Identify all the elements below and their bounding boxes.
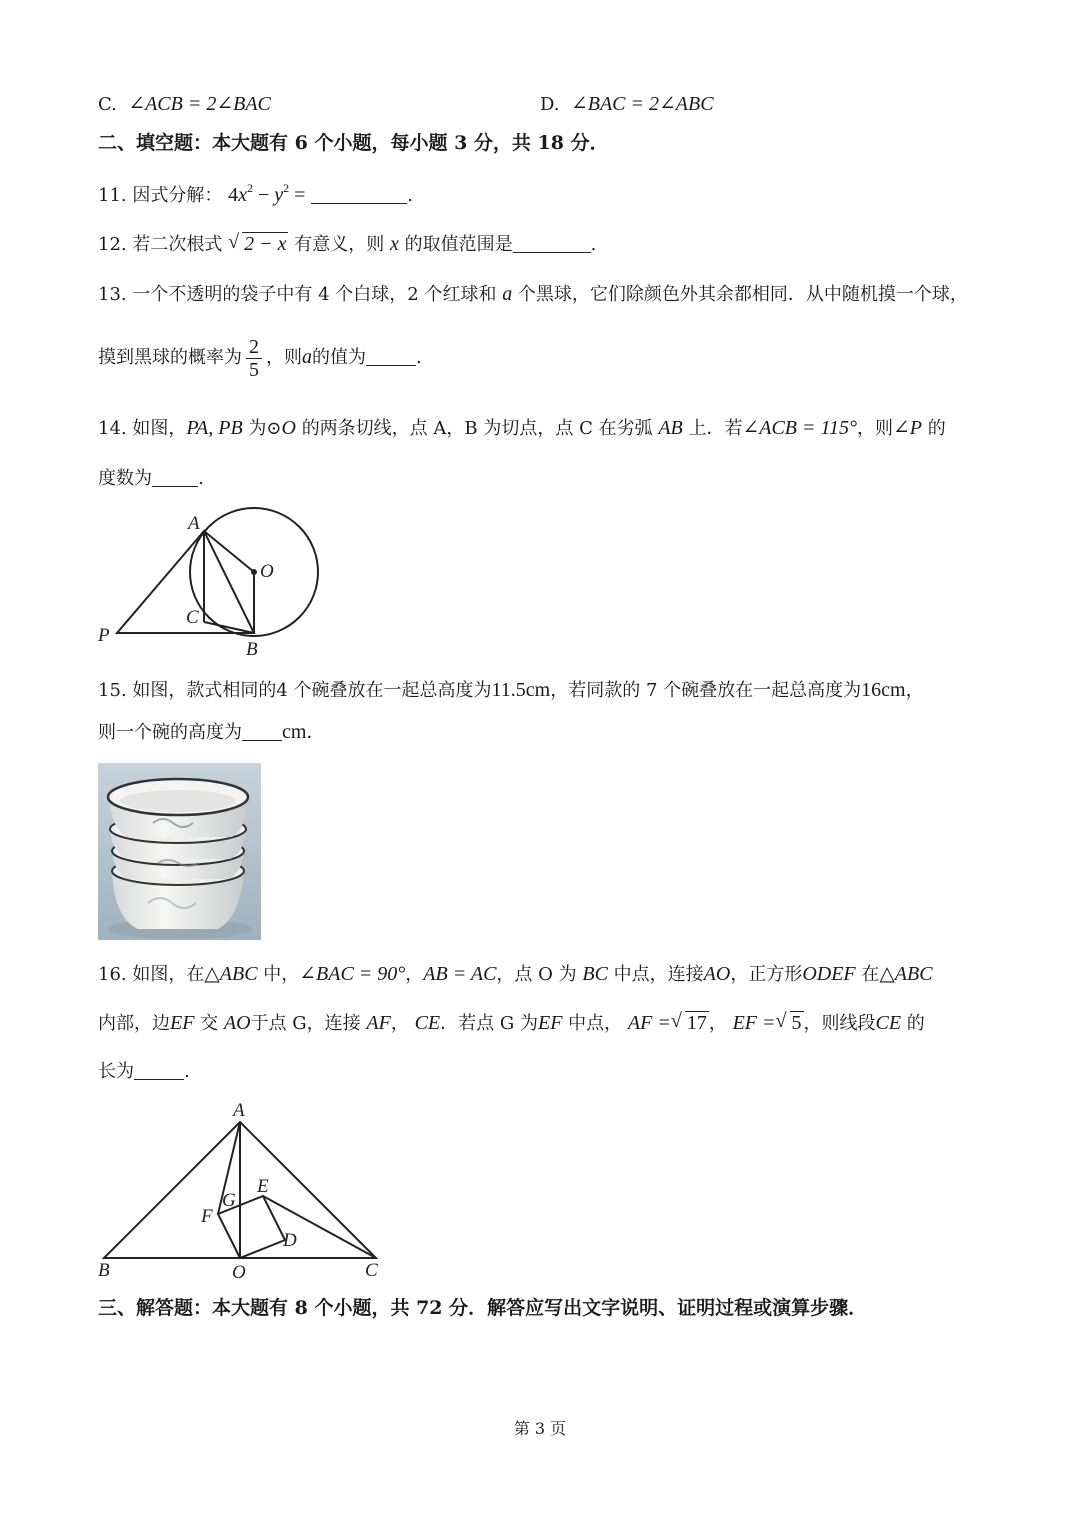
q16-text-d: ，点 O 为 [496,964,577,985]
q16-label-a: A [233,1100,245,1121]
q12-pre: 若二次根式 [132,234,223,255]
q12-radical: √ 2 − x [228,231,287,255]
question-16-line2 [98,1011,925,1036]
q16-text-a: 如图，在 [132,964,205,985]
question-16-line3: 长为 . [98,1061,190,1082]
q16-ef-2: EF [537,1012,563,1034]
q16-text-m: 中点， [568,1013,623,1034]
q16-triangle-2: △ABC [879,963,933,985]
q15-answer-blank[interactable] [242,722,282,741]
q13-text-a: 一个不透明的袋子中有 4 个白球，2 个红球和 [132,284,497,305]
q14-tangents: PA, PB [186,417,243,439]
q13-text-e: 的值为 [312,347,366,368]
q15-text-e: ． [306,722,325,743]
q14-arc: AB [658,417,683,439]
q16-af-radical: √ 17 [670,1010,707,1034]
option-c-label: C. [98,94,117,115]
q16-af-value-lhs: AF = [627,1012,671,1034]
q11-text: 因式分解： [132,185,223,206]
q14-label-o: O [260,561,274,582]
q14-text-f: 的 [927,418,946,439]
q15-height-1: 11.5cm [491,679,551,701]
q13-text-b: 个黑球，它们除颜色外其余都相同．从中随机摸一个球， [517,284,968,305]
q13-frac-den: 5 [249,358,259,381]
q16-ce-2: CE [875,1012,902,1034]
q16-label-b: B [98,1260,110,1281]
q15-text-c: ， [905,680,924,701]
q14-label-a: A [188,513,200,534]
q14-figure [90,505,330,660]
q16-ef-value-rhs: 5 [791,1012,802,1034]
q16-segment-ce [263,1196,376,1258]
q16-label-f: F [201,1206,213,1227]
q13-text-d: ，则 [266,347,302,368]
question-13-line1 [98,282,968,307]
q16-af-value-rhs: 17 [686,1012,707,1034]
q14-text-a: 如图， [132,418,187,439]
q13-frac-num: 2 [246,336,262,359]
option-d-expr: ∠BAC = 2∠ABC [570,93,714,115]
q16-text-h: 内部，边 [98,1013,170,1034]
q15-text-d: 则一个碗的高度为 [98,722,242,743]
question-14-line1 [98,416,946,441]
q12-mid: 有意义，则 [294,234,385,255]
q16-ef-value-lhs: EF = [732,1012,776,1034]
q14-circle: O [281,417,296,439]
question-15-line2 [98,720,324,745]
q16-square: ODEF [802,963,856,985]
q14-text-e: ，则 [857,418,894,439]
q16-cond-equal: AB = AC [423,963,497,985]
q15-unit: cm [282,721,307,743]
q16-label-c: C [365,1260,378,1281]
q14-answer-blank[interactable] [152,468,198,487]
q16-text-o: ，则线段 [803,1013,876,1034]
q12-post: 的取值范围是 [404,234,513,255]
q15-text-b: ，若同款的 7 个碗叠放在一起总高度为 [550,680,862,701]
q13-var-2: a [302,346,312,368]
q13-answer-blank[interactable] [366,347,416,366]
q13-text-c: 摸到黑球的概率为 [98,347,242,368]
q14-text-d: 上．若 [688,418,743,439]
option-c [98,92,271,117]
q16-af: AF [366,1012,391,1034]
q14-label-b: B [246,639,258,660]
q13-var: a [502,283,513,305]
question-12: 12. 若二次根式 √ 2 − x 有意义，则 x 的取值范围是 . [98,231,597,255]
stacked-bowls-photo [98,763,261,940]
option-d [540,92,714,117]
q16-text-j: 于点 G，连接 [250,1013,361,1034]
q16-cond-angle: ∠BAC = 90° [299,963,406,985]
q16-ce: CE [414,1012,441,1034]
q11-answer-blank[interactable] [311,185,407,204]
q14-segment-ao [204,531,254,572]
q12-radicand: 2 − x [244,233,287,255]
q14-target: ∠P [893,417,923,439]
q14-text-b: 为⊙ [248,418,282,439]
q16-ao: AO [703,963,731,985]
q12-number: 12. [98,234,127,255]
q16-text-b: 中， [263,964,300,985]
q16-text-i: 交 [200,1013,219,1034]
q16-ao-2: AO [223,1012,251,1034]
q16-text-c: ， [405,964,424,985]
q16-ef-radical: √ 5 [775,1010,802,1034]
q16-text-g: 在 [861,964,880,985]
section2-heading: 二、填空题：本大题有 6 个小题，每小题 3 分，共 18 分． [98,132,609,154]
question-15-line1 [98,678,924,703]
q16-text-q: 长为 [98,1061,134,1082]
q11-expression: $4x^2 - y^2$ = [228,181,306,206]
q16-label-d: D [283,1230,297,1251]
q16-label-o: O [232,1262,246,1283]
q16-answer-blank[interactable] [134,1061,184,1080]
q16-text-f: ，正方形 [730,964,803,985]
q14-angle: ∠ACB = 115° [742,417,858,439]
question-16-line1 [98,962,933,987]
q16-bc: BC [582,963,608,985]
q16-text-p: 的 [906,1013,925,1034]
q13-fraction [246,336,262,381]
q12-var: x [389,233,399,255]
q12-answer-blank[interactable] [513,234,591,253]
q14-text-c: 的两条切线，点 A，B 为切点，点 C 在劣弧 [301,418,653,439]
q16-text-k: ， [390,1013,409,1034]
q14-text-g: 度数为 [98,468,152,489]
q14-center-dot [251,569,257,575]
q16-ef: EF [170,1012,195,1034]
q16-label-e: E [257,1176,269,1197]
q16-text-e: 中点，连接 [613,964,704,985]
q16-text-n: ， [708,1013,727,1034]
q13-number: 13. [98,284,127,305]
q15-number: 15. [98,680,127,701]
q16-text-l: ．若点 G 为 [440,1013,538,1034]
section3-heading: 三、解答题：本大题有 8 个小题，共 72 分．解答应写出文字说明、证明过程或演算步骤． [98,1297,868,1319]
option-d-label: D. [540,94,560,115]
q16-triangle: △ABC [204,963,258,985]
q14-label-c: C [186,607,199,628]
question-11: 11. 因式分解： $4x^2 - y^2$ = . [98,181,413,206]
q16-figure [92,1098,392,1283]
q16-number: 16. [98,964,127,985]
q14-label-p: P [98,625,110,646]
q16-label-g: G [222,1190,236,1211]
question-13-line2: 摸到黑球的概率为 $\frac{2}{5}$ ，则a的值为 . [98,335,422,381]
question-14-line2: 度数为 . [98,468,204,489]
page-number: 第 3 页 [513,1419,567,1438]
option-c-expr: ∠ACB = 2∠BAC [128,93,271,115]
q15-height-2: 16cm [861,679,906,701]
q14-number: 14. [98,418,127,439]
q15-text-a: 如图，款式相同的4 个碗叠放在一起总高度为 [132,680,492,701]
q11-number: 11. [98,185,127,206]
